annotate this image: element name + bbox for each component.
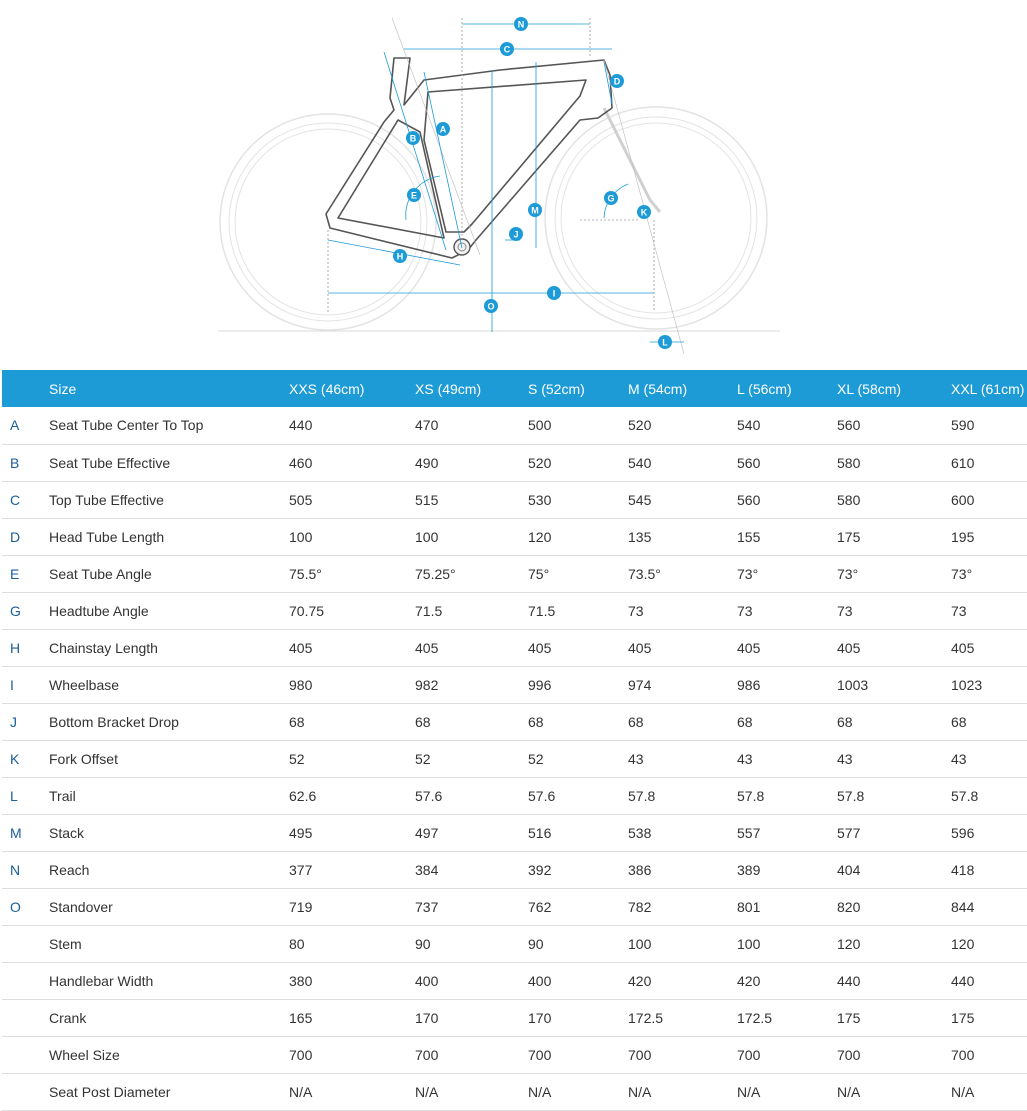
row-measurement-name: Wheelbase [49, 676, 120, 693]
row-value: 580 [837, 454, 861, 471]
callout-label: D [613, 76, 621, 87]
callout-i [547, 286, 561, 300]
geometry-diagram [0, 0, 1027, 370]
row-value: 515 [415, 491, 439, 508]
row-letter: B [10, 454, 20, 471]
row-letter [2, 1036, 49, 1073]
callout-label: O [487, 301, 495, 312]
row-value: 440 [289, 417, 313, 434]
row-value: 43 [951, 750, 967, 767]
table-row [2, 962, 1027, 999]
row-value: N/A [837, 1083, 861, 1100]
callout-m [528, 203, 542, 217]
row-value: 172.5 [628, 1009, 664, 1026]
row-value: 530 [528, 491, 552, 508]
row-value: 68 [628, 713, 644, 730]
row-value: 57.8 [837, 787, 865, 804]
row-value: 175 [951, 1009, 975, 1026]
row-value: N/A [289, 1083, 313, 1100]
row-measurement-name: Crank [49, 1009, 87, 1026]
row-value: 600 [951, 491, 975, 508]
row-value: 100 [289, 528, 313, 545]
row-value: 400 [528, 972, 552, 989]
row-measurement-name: Wheel Size [49, 1046, 120, 1063]
row-value: 73 [737, 602, 753, 619]
row-value: 986 [737, 676, 761, 693]
row-measurement-name: Fork Offset [49, 750, 118, 767]
row-value: 500 [528, 417, 552, 434]
row-letter: I [10, 676, 14, 693]
row-value: 155 [737, 528, 761, 545]
row-value: 560 [737, 454, 761, 471]
row-value: 175 [837, 528, 861, 545]
row-value: 974 [628, 676, 652, 693]
row-value: 405 [951, 639, 975, 656]
row-value: 70.75 [289, 602, 325, 619]
callout-label: C [503, 44, 511, 55]
header-size-4: S (52cm) [528, 380, 585, 397]
row-value: 590 [951, 417, 975, 434]
row-value: 43 [837, 750, 853, 767]
row-letter: K [10, 750, 20, 767]
row-value: N/A [951, 1083, 975, 1100]
row-value: 844 [951, 898, 975, 915]
row-value: 57.8 [737, 787, 765, 804]
row-value: 384 [415, 861, 439, 878]
row-value: 52 [528, 750, 544, 767]
callout-c [500, 42, 514, 56]
row-value: 386 [628, 861, 652, 878]
row-measurement-name: Bottom Bracket Drop [49, 713, 179, 730]
table-row [2, 481, 1027, 518]
table-row [2, 703, 1027, 740]
row-value: 68 [528, 713, 544, 730]
row-measurement-name: Trail [49, 787, 76, 804]
callout-label: H [396, 251, 404, 262]
row-value: 75.25° [415, 565, 456, 582]
callout-label: L [662, 337, 668, 348]
row-value: 175 [837, 1009, 861, 1026]
table-row [2, 851, 1027, 888]
row-value: 165 [289, 1009, 313, 1026]
row-value: 377 [289, 861, 313, 878]
header-size-5: M (54cm) [628, 380, 688, 397]
table-row [2, 518, 1027, 555]
table-row [2, 777, 1027, 814]
row-value: 762 [528, 898, 552, 915]
row-letter: L [10, 787, 18, 804]
row-value: 982 [415, 676, 439, 693]
row-value: 520 [528, 454, 552, 471]
row-letter: E [10, 565, 20, 582]
row-value: 73.5° [628, 565, 661, 582]
row-value: 497 [415, 824, 439, 841]
row-value: 782 [628, 898, 652, 915]
row-letter: C [10, 491, 21, 508]
row-measurement-name: Seat Tube Effective [49, 454, 171, 471]
row-value: 700 [737, 1046, 761, 1063]
row-letter [2, 999, 49, 1036]
row-value: 440 [837, 972, 861, 989]
row-value: 545 [628, 491, 652, 508]
row-value: 700 [951, 1046, 975, 1063]
row-value: 980 [289, 676, 313, 693]
row-value: 80 [289, 935, 305, 952]
row-value: 700 [415, 1046, 439, 1063]
row-value: 404 [837, 861, 861, 878]
row-value: 540 [737, 417, 761, 434]
geometry-table [2, 370, 1027, 1111]
row-measurement-name: Seat Post Diameter [49, 1083, 171, 1100]
table-row [2, 444, 1027, 481]
callout-b [406, 131, 420, 145]
row-letter: H [10, 639, 21, 656]
row-value: 470 [415, 417, 439, 434]
row-value: 405 [415, 639, 439, 656]
callout-label: G [607, 193, 615, 204]
row-value: 73 [837, 602, 853, 619]
callout-a [436, 122, 450, 136]
dimension-lines [328, 18, 684, 354]
row-value: 1003 [837, 676, 869, 693]
table-row [2, 407, 1027, 444]
row-value: 538 [628, 824, 652, 841]
row-value: 440 [951, 972, 975, 989]
row-measurement-name: Reach [49, 861, 90, 878]
callout-o [484, 299, 498, 313]
table-row [2, 666, 1027, 703]
table-row [2, 740, 1027, 777]
row-value: 43 [628, 750, 644, 767]
row-value: 460 [289, 454, 313, 471]
header-size-6: L (56cm) [737, 380, 792, 397]
table-row [2, 888, 1027, 925]
callout-label: I [552, 288, 556, 299]
header-size-2: XXS (46cm) [289, 380, 365, 397]
row-value: 135 [628, 528, 652, 545]
row-value: 195 [951, 528, 975, 545]
row-value: 62.6 [289, 787, 317, 804]
row-measurement-name: Handlebar Width [49, 972, 154, 989]
row-value: 516 [528, 824, 552, 841]
row-value: 120 [528, 528, 552, 545]
row-value: 700 [289, 1046, 313, 1063]
row-value: 400 [415, 972, 439, 989]
row-measurement-name: Seat Tube Angle [49, 565, 152, 582]
row-value: 100 [737, 935, 761, 952]
row-value: 560 [837, 417, 861, 434]
row-value: 57.8 [628, 787, 656, 804]
row-value: 557 [737, 824, 761, 841]
row-value: N/A [528, 1083, 552, 1100]
callout-label: E [410, 190, 418, 201]
row-value: 75° [528, 565, 550, 582]
row-value: 580 [837, 491, 861, 508]
row-value: 100 [628, 935, 652, 952]
callout-label: A [439, 124, 447, 135]
row-value: 405 [528, 639, 552, 656]
row-value: 520 [628, 417, 652, 434]
row-value: 71.5 [415, 602, 443, 619]
row-letter: J [10, 713, 17, 730]
row-value: 540 [628, 454, 652, 471]
row-value: 820 [837, 898, 861, 915]
table-row [2, 999, 1027, 1036]
row-measurement-name: Stack [49, 824, 85, 841]
row-value: 68 [737, 713, 753, 730]
row-measurement-name: Head Tube Length [49, 528, 165, 545]
row-value: 73° [837, 565, 859, 582]
callout-l [658, 335, 672, 349]
row-value: 405 [628, 639, 652, 656]
row-letter [2, 1073, 49, 1110]
header-size-3: XS (49cm) [415, 380, 482, 397]
row-value: 420 [628, 972, 652, 989]
row-value: 57.6 [528, 787, 556, 804]
row-value: 73° [951, 565, 973, 582]
row-value: 120 [951, 935, 975, 952]
callout-d [610, 74, 624, 88]
table-row [2, 925, 1027, 962]
row-value: 420 [737, 972, 761, 989]
callout-n [514, 17, 528, 31]
callout-h [393, 249, 407, 263]
row-value: 73° [737, 565, 759, 582]
callout-label: K [640, 207, 648, 218]
row-letter: M [10, 824, 22, 841]
row-value: 68 [289, 713, 305, 730]
row-letter: A [10, 417, 20, 434]
row-value: 700 [837, 1046, 861, 1063]
row-letter: N [10, 861, 21, 878]
row-value: N/A [415, 1083, 439, 1100]
bike-frame-illustration [0, 0, 1027, 370]
row-value: 68 [415, 713, 431, 730]
row-value: 170 [415, 1009, 439, 1026]
row-value: 73 [951, 602, 967, 619]
callout-j [509, 227, 523, 241]
row-value: 75.5° [289, 565, 322, 582]
table-row [2, 592, 1027, 629]
row-value: 996 [528, 676, 552, 693]
row-value: 418 [951, 861, 975, 878]
row-value: 90 [528, 935, 544, 952]
table-row [2, 1036, 1027, 1073]
row-letter [2, 962, 49, 999]
row-value: 405 [837, 639, 861, 656]
row-value: 596 [951, 824, 975, 841]
row-measurement-name: Seat Tube Center To Top [49, 417, 204, 434]
header-size-label: Size [49, 380, 77, 397]
table-row [2, 814, 1027, 851]
row-value: 68 [951, 713, 967, 730]
row-measurement-name: Chainstay Length [49, 639, 158, 656]
row-letter: O [10, 898, 21, 915]
row-value: 57.8 [951, 787, 979, 804]
row-value: 90 [415, 935, 431, 952]
table-header-row [2, 370, 1027, 407]
row-value: 392 [528, 861, 552, 878]
row-value: 700 [528, 1046, 552, 1063]
table-row [2, 555, 1027, 592]
table-row [2, 629, 1027, 666]
row-value: 380 [289, 972, 313, 989]
row-value: 120 [837, 935, 861, 952]
row-value: 577 [837, 824, 861, 841]
callout-label: B [409, 133, 417, 144]
row-value: N/A [628, 1083, 652, 1100]
row-value: 801 [737, 898, 761, 915]
row-value: 495 [289, 824, 313, 841]
row-value: 71.5 [528, 602, 556, 619]
callout-label: J [513, 229, 519, 240]
row-measurement-name: Headtube Angle [49, 602, 149, 619]
row-value: 170 [528, 1009, 552, 1026]
frame [326, 58, 615, 258]
row-value: 52 [289, 750, 305, 767]
row-value: 737 [415, 898, 439, 915]
callout-label: M [531, 205, 539, 216]
callout-label: N [517, 19, 525, 30]
row-value: 1023 [951, 676, 983, 693]
row-value: 172.5 [737, 1009, 773, 1026]
row-letter [2, 925, 49, 962]
table-row [2, 1073, 1027, 1110]
header-letter-cell [2, 370, 49, 407]
row-value: 719 [289, 898, 313, 915]
row-value: 43 [737, 750, 753, 767]
row-value: 700 [628, 1046, 652, 1063]
row-measurement-name: Standover [49, 898, 113, 915]
front-wheel [545, 107, 767, 329]
row-value: 405 [289, 639, 313, 656]
row-letter: D [10, 528, 21, 545]
row-value: 57.6 [415, 787, 443, 804]
row-value: 73 [628, 602, 644, 619]
row-value: 560 [737, 491, 761, 508]
row-value: 389 [737, 861, 761, 878]
header-size-8: XXL (61cm) [951, 380, 1025, 397]
header-size-7: XL (58cm) [837, 380, 902, 397]
row-letter: G [10, 602, 21, 619]
row-value: 100 [415, 528, 439, 545]
row-value: 52 [415, 750, 431, 767]
callout-g [604, 191, 618, 205]
callout-e [407, 188, 421, 202]
row-measurement-name: Stem [49, 935, 82, 952]
row-value: 490 [415, 454, 439, 471]
callout-k [637, 205, 651, 219]
row-value: 610 [951, 454, 975, 471]
row-value: N/A [737, 1083, 761, 1100]
row-value: 505 [289, 491, 313, 508]
row-measurement-name: Top Tube Effective [49, 491, 164, 508]
row-value: 405 [737, 639, 761, 656]
row-value: 68 [837, 713, 853, 730]
